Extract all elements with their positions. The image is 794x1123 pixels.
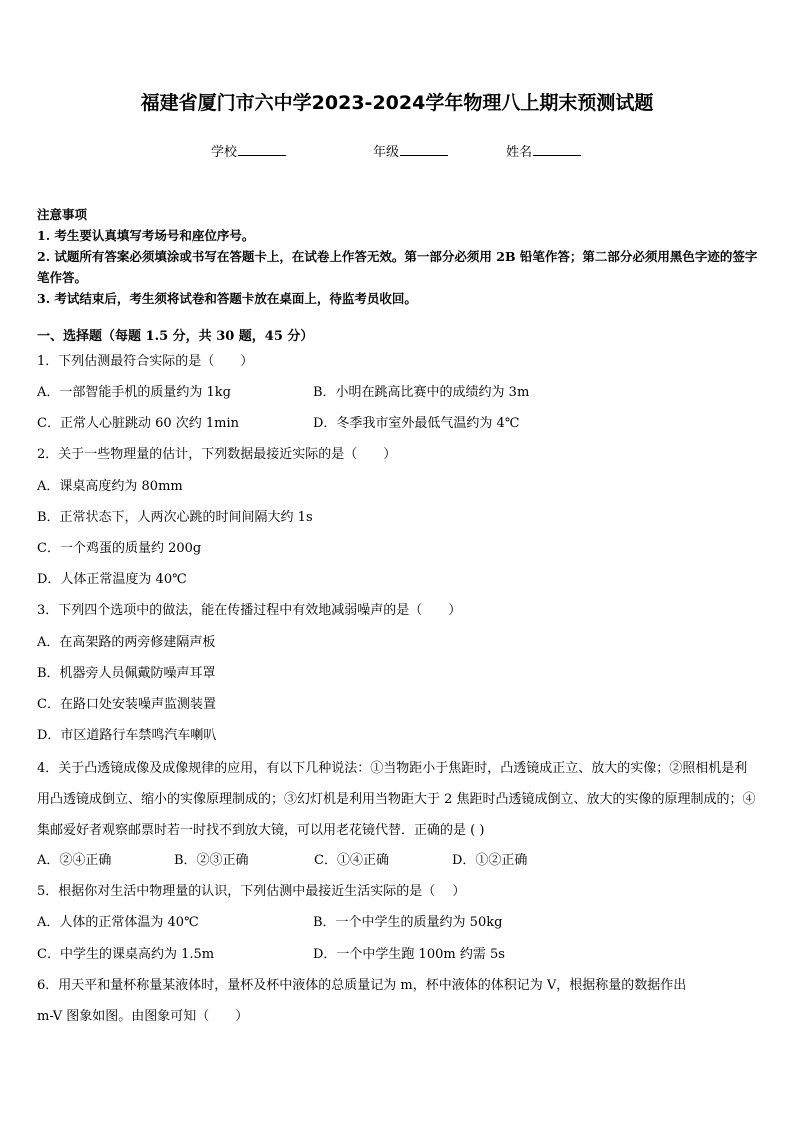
school-field xyxy=(211,141,286,160)
question-2-option-a: A．课桌高度约为 80mm xyxy=(37,479,183,494)
question-4-option-a: A．②④正确 xyxy=(37,853,112,868)
question-1-option-c: C．正常人心脏跳动 60 次约 1min xyxy=(37,416,240,431)
question-1-stem: 1．下列估测最符合实际的是（ ） xyxy=(37,354,254,369)
question-4-stem xyxy=(37,753,759,846)
question-2-option-b: B．正常状态下，人两次心跳的时间间隔大约 1s xyxy=(37,510,313,525)
notice-block xyxy=(37,204,759,309)
question-4-stem-text: 4．关于凸透镜成像及成像规律的应用，有以下几种说法：①当物距小于焦距时，凸透镜成正立、放大的实像；②照相机是利用凸透镜成倒立、缩小的实像原理制成的；③幻灯机是利用当物距大于 2 焦距时凸透镜成倒立、放大的实像的原理制成的；④集邮爱好者观察邮票时若一时找不到放大镜，可以用老花镜代替．正确的是 ( ) xyxy=(37,761,756,838)
question-1-option-b: B．小明在跳高比赛中的成绩约为 3m xyxy=(313,385,530,400)
question-1-option-a: A．一部智能手机的质量约为 1kg xyxy=(37,385,231,400)
question-3-option-c: C．在路口处安装噪声监测装置 xyxy=(37,697,216,712)
name-label: 姓名 xyxy=(506,145,533,160)
name-field xyxy=(506,141,581,160)
question-4-option-d: D．①②正确 xyxy=(452,853,528,868)
question-5-option-b: B．一个中学生的质量约为 50kg xyxy=(313,915,503,930)
question-3-option-d: D．市区道路行车禁鸣汽车喇叭 xyxy=(37,728,217,743)
student-info-row xyxy=(0,141,794,161)
question-6-stem-line-1: 6．用天平和量杯称量某液体时，量杯及杯中液体的总质量记为 m，杯中液体的体积记为 V，根据称量的数据作出 xyxy=(37,978,687,993)
notice-item-1: 1. 考生要认真填写考场号和座位序号。 xyxy=(37,228,255,243)
notice-item-3: 3. 考试结束后，考生须将试卷和答题卡放在桌面上，待监考员收回。 xyxy=(37,291,417,306)
question-4-option-c: C．①④正确 xyxy=(314,853,389,868)
question-5-option-c: C．中学生的课桌高约为 1.5m xyxy=(37,947,215,962)
school-blank xyxy=(238,142,286,156)
question-2-option-c: C．一个鸡蛋的质量约 200g xyxy=(37,541,202,556)
question-3-option-a: A．在高架路的两旁修建隔声板 xyxy=(37,635,216,650)
grade-blank xyxy=(400,142,448,156)
school-label: 学校 xyxy=(211,145,238,160)
question-4-option-b: B．②③正确 xyxy=(174,853,249,868)
question-1-option-d: D．冬季我市室外最低气温约为 4℃ xyxy=(313,416,520,431)
grade-label: 年级 xyxy=(373,145,400,160)
question-5-option-a: A．人体的正常体温为 40℃ xyxy=(37,915,199,930)
question-3-stem: 3．下列四个选项中的做法，能在传播过程中有效地减弱噪声的是（ ） xyxy=(37,603,462,618)
question-5-option-d: D．一个中学生跑 100m 约需 5s xyxy=(313,947,505,962)
name-blank xyxy=(533,142,581,156)
page-title: 福建省厦门市六中学2023-2024学年物理八上期末预测试题 xyxy=(140,92,654,114)
question-2-option-d: D．人体正常温度为 40℃ xyxy=(37,572,187,587)
question-3-option-b: B．机器旁人员佩戴防噪声耳罩 xyxy=(37,666,216,681)
question-2-stem: 2．关于一些物理量的估计，下列数据最接近实际的是（ ） xyxy=(37,447,397,462)
question-5-stem: 5．根据你对生活中物理量的认识，下列估测中最接近生活实际的是（ ） xyxy=(37,884,466,899)
grade-field xyxy=(373,141,448,160)
question-6-stem-line-2: m-V 图象如图。由图象可知（ ） xyxy=(37,1009,249,1024)
section-heading: 一、选择题（每题 1.5 分，共 30 题，45 分） xyxy=(37,329,314,344)
notice-item-2: 2. 试题所有答案必须填涂或书写在答题卡上，在试卷上作答无效。第一部分必须用 2B 铅笔作答；第二部分必须用黑色字迹的签字笔作答。 xyxy=(37,249,758,285)
notice-heading: 注意事项 xyxy=(37,207,88,222)
